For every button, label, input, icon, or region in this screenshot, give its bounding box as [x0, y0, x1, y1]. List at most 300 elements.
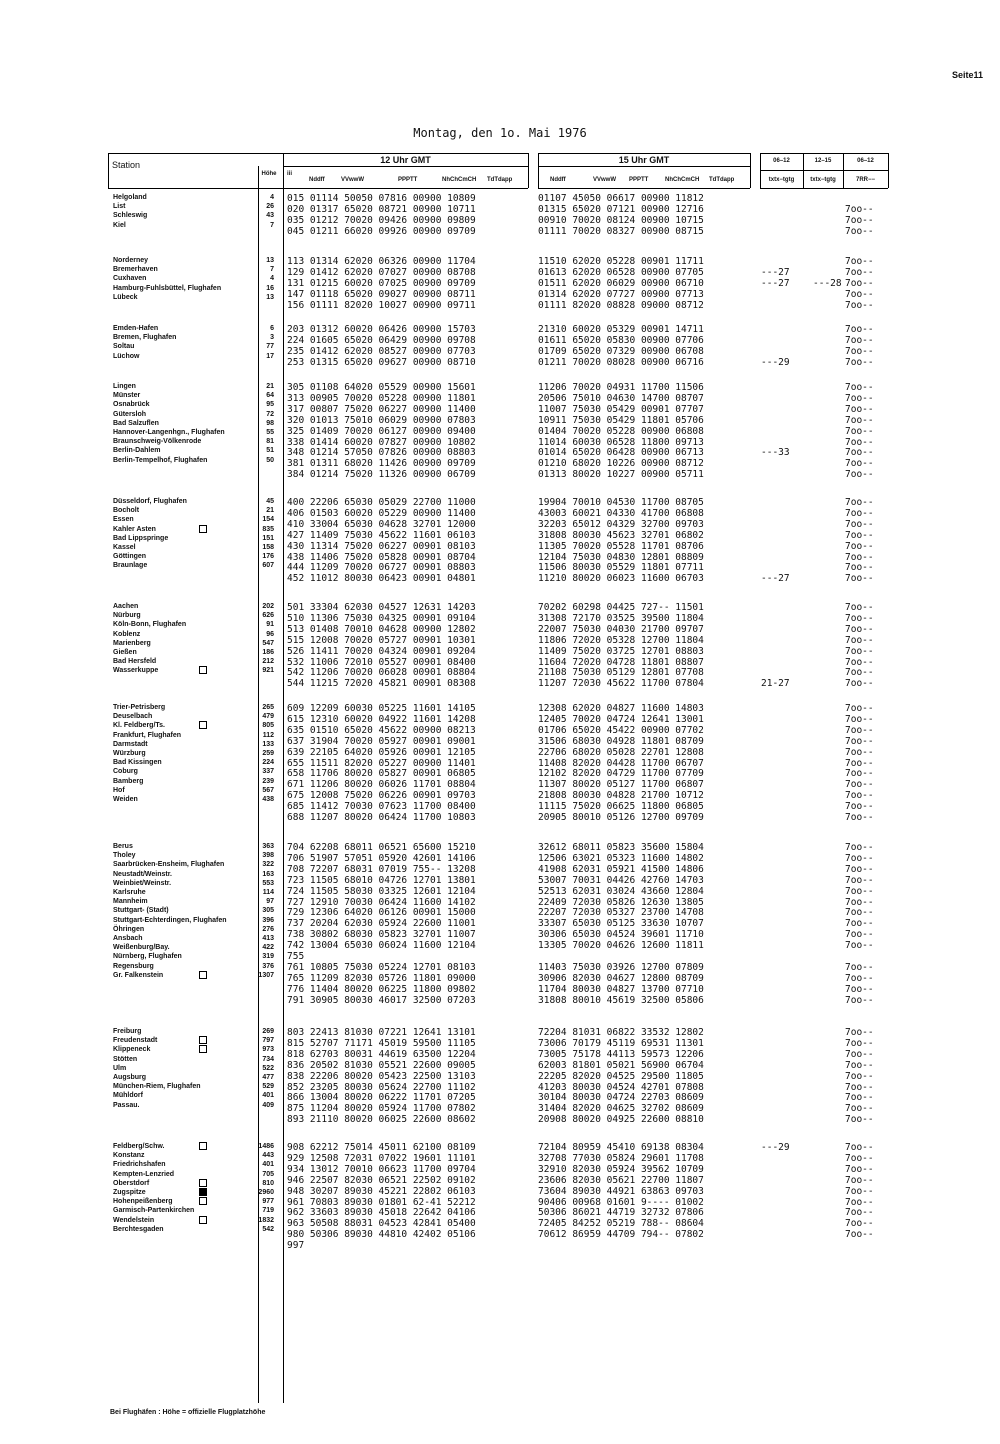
station-name-text: Trier-Petrisberg	[113, 704, 166, 711]
extra-rr: 7oo--	[845, 612, 874, 624]
obs-15utc: 22007 75030 04030 21700 09707	[538, 623, 704, 635]
obs-15utc: 01014 65020 06428 00900 06713	[538, 447, 704, 459]
station-name	[113, 925, 144, 934]
station-name-text: Karlsruhe	[113, 889, 146, 896]
obs-12utc: 724 11505 58030 03325 12601 12104	[287, 885, 476, 897]
station-name-text: Konstanz	[113, 1152, 145, 1160]
station-name-text: Berlin-Dahlem	[113, 447, 161, 455]
obs-15utc: 31808 80010 45619 32500 05806	[538, 994, 704, 1006]
extra-rr: 7oo--	[845, 288, 874, 300]
obs-12utc: 406 01503 60020 05229 00900 11400	[287, 507, 476, 519]
obs-15utc: 90406 00968 01601 9---- 01002	[538, 1196, 704, 1208]
station-name	[113, 437, 201, 446]
open-square-icon	[199, 1179, 207, 1187]
station-name	[113, 1151, 145, 1160]
station-name-text: Lingen	[113, 383, 136, 390]
station-name	[113, 767, 138, 776]
station-name-text: Essen	[113, 516, 134, 524]
station-name	[113, 293, 138, 302]
extra-rr: 7oo--	[845, 382, 874, 393]
obs-12utc: 501 33304 62030 04527 12631 14203	[287, 602, 476, 613]
obs-12utc: 444 11209 70020 06727 00901 08803	[287, 562, 476, 574]
extra-rr: 7oo--	[845, 1092, 874, 1104]
station-hoehe: 921	[262, 667, 274, 675]
obs-12utc: 384 01214 75020 11326 00900 06709	[287, 469, 476, 481]
extra-rr: 7oo--	[845, 277, 874, 289]
station-hoehe: 322	[262, 861, 274, 869]
obs-12utc: 997	[287, 1240, 305, 1252]
header-12-c2: VVwwW	[341, 177, 365, 183]
station-name	[113, 749, 146, 758]
station-name	[113, 1036, 157, 1045]
obs-15utc: 11408 82020 04428 11700 06707	[538, 757, 704, 769]
station-name-text: Ulm	[113, 1064, 127, 1072]
obs-12utc: 675 12008 75020 06226 00901 09703	[287, 790, 476, 802]
extra-0612: ---27	[761, 277, 790, 289]
station-hoehe: 626	[262, 612, 274, 620]
station-name-text: Bocholt	[113, 507, 140, 515]
obs-12utc: 908 62212 75014 45011 62100 08109	[287, 1142, 476, 1153]
station-hoehe: 4	[270, 275, 274, 283]
station-name	[113, 952, 182, 961]
station-name	[113, 777, 143, 786]
obs-12utc: 671 11206 80020 06026 11701 08804	[287, 779, 476, 791]
extra-0612: ---27	[761, 266, 790, 278]
obs-12utc: 688 11207 80020 06424 11700 10803	[287, 812, 476, 823]
extra-rr: 7oo--	[845, 562, 874, 574]
station-name	[113, 1170, 174, 1179]
obs-15utc: 22409 72030 05826 12630 13805	[538, 896, 704, 908]
station-name-text: Hohenpeißenberg	[113, 1198, 173, 1206]
open-square-icon	[199, 1036, 207, 1044]
station-name-text: Berlin-Tempelhof, Flughafen	[113, 456, 208, 464]
extra-rr: 7oo--	[845, 983, 874, 995]
station-name-text: Bad Kissingen	[113, 759, 162, 767]
station-hoehe: 363	[262, 843, 274, 850]
obs-15utc: 12102 82020 04729 11700 07709	[538, 768, 704, 780]
extra-rr: 7oo--	[845, 436, 874, 448]
obs-12utc: 203 01312 60020 06426 00900 15703	[287, 324, 476, 335]
station-name	[113, 333, 176, 342]
extra-rr: 7oo--	[845, 994, 874, 1006]
header-hoehe: Höhe	[261, 171, 277, 177]
obs-12utc: 727 12910 70030 06424 11600 14102	[287, 896, 476, 908]
station-name	[113, 552, 146, 561]
station-hoehe: 835	[262, 525, 274, 533]
extra-rr: 7oo--	[845, 735, 874, 747]
obs-15utc: 30906 82030 04627 12800 08709	[538, 972, 704, 984]
station-name	[113, 731, 181, 740]
extra-rr: 7oo--	[845, 972, 874, 984]
obs-12utc: 438 11406 75020 05828 00901 08704	[287, 551, 476, 563]
station-hoehe: 396	[262, 916, 274, 924]
station-name	[113, 602, 138, 611]
station-name-text: Lüchow	[113, 352, 140, 360]
station-hoehe: 805	[262, 722, 274, 730]
station-hoehe: 607	[262, 562, 274, 570]
header-15-c3: PPPTT	[629, 177, 649, 183]
station-name	[113, 1216, 154, 1225]
extra-rr: 7oo--	[845, 678, 874, 690]
obs-15utc: 70612 86959 44709 794-- 07802	[538, 1229, 704, 1241]
obs-12utc: 765 11209 82030 05726 11801 09000	[287, 972, 476, 984]
station-hoehe: 72	[266, 410, 274, 418]
station-name-text: Emden-Hafen	[113, 325, 159, 332]
station-hoehe: 151	[262, 534, 274, 542]
station-hoehe: 26	[266, 203, 274, 211]
obs-15utc: 11409 75020 03725 12701 08803	[538, 645, 704, 657]
station-name	[113, 1179, 149, 1188]
station-hoehe: 186	[262, 649, 274, 656]
obs-12utc: 637 31904 70020 05927 00901 09001	[287, 735, 476, 747]
header-15-c4: NhChCmCH	[665, 177, 700, 183]
station-hoehe: 553	[262, 879, 274, 887]
header-divider-station	[258, 166, 259, 188]
station-name-text: Bremerhaven	[113, 266, 158, 274]
station-name-text: Kl. Feldberg/Ts.	[113, 722, 165, 730]
extra-rr: 7oo--	[845, 1229, 874, 1241]
obs-15utc: 12104 75030 04830 12801 08809	[538, 551, 704, 563]
extra-rr: 7oo--	[845, 540, 874, 552]
station-hoehe: 479	[262, 713, 274, 721]
station-hoehe: 401	[262, 1161, 274, 1169]
extra-rr: 7oo--	[845, 299, 874, 311]
obs-15utc: 11506 80030 05529 11801 07711	[538, 562, 704, 574]
station-name-text: München-Riem, Flughafen	[113, 1083, 201, 1091]
header-mid-rule-15	[538, 166, 750, 167]
obs-15utc: 10911 75030 05429 11801 05706	[538, 414, 704, 426]
obs-12utc: 639 22105 64020 05926 00901 12105	[287, 746, 476, 758]
obs-12utc: 658 11706 80020 05827 00901 06805	[287, 768, 476, 780]
station-name-text: Mühldorf	[113, 1092, 143, 1100]
station-name	[113, 916, 227, 925]
extra-rr: 7oo--	[845, 768, 874, 780]
station-name-text: Oberstdorf	[113, 1179, 150, 1187]
extra-rr: 7oo--	[845, 790, 874, 802]
station-name	[113, 543, 136, 552]
extra-rr: 7oo--	[845, 801, 874, 813]
station-hoehe: 443	[262, 1152, 274, 1160]
obs-12utc: 980 50306 89030 44810 42402 05106	[287, 1229, 476, 1241]
obs-15utc: 73006 70179 45119 69531 11301	[538, 1037, 704, 1049]
obs-12utc: 761 10805 75030 05224 12701 08103	[287, 961, 476, 973]
extra-rr: 7oo--	[845, 885, 874, 897]
station-hoehe: 21	[266, 383, 274, 390]
station-hoehe: 3	[270, 334, 274, 342]
station-hoehe: 163	[262, 870, 274, 878]
station-name-text: Bad Lippspringe	[113, 534, 169, 542]
obs-12utc: 729 12306 64020 06126 00901 15000	[287, 907, 476, 919]
station-name	[113, 391, 140, 400]
station-hoehe: 567	[262, 786, 274, 794]
station-name	[113, 1197, 173, 1206]
extra-rr: 7oo--	[845, 356, 874, 368]
station-name-text: Cuxhaven	[113, 275, 147, 283]
obs-12utc: 348 01214 57050 07826 00900 08803	[287, 447, 476, 459]
extra-rr: 7oo--	[845, 551, 874, 563]
station-hoehe: 7	[270, 221, 274, 229]
obs-12utc: 224 01605 65020 06429 00900 09708	[287, 334, 476, 346]
extra-rr: 7oo--	[845, 324, 874, 335]
station-hoehe: 6	[270, 325, 274, 332]
obs-12utc: 742 13004 65030 06024 11600 12104	[287, 940, 476, 952]
station-hoehe: 529	[262, 1083, 274, 1091]
station-name-text: Augsburg	[113, 1074, 147, 1081]
obs-15utc: 72405 84252 05219 788-- 08604	[538, 1218, 704, 1230]
obs-15utc: 41908 62031 05921 41500 14806	[538, 863, 704, 875]
station-hoehe: 522	[262, 1064, 274, 1072]
obs-12utc: 866 13004 80020 06222 11701 07205	[287, 1092, 476, 1104]
station-name-text: Stuttgart-Echterdingen, Flughafen	[113, 916, 227, 924]
obs-12utc: 706 51907 57051 05920 42601 14106	[287, 852, 476, 864]
obs-15utc: 01211 70020 08028 00900 06716	[538, 356, 704, 368]
station-name	[113, 971, 163, 980]
extra-rr: 7oo--	[845, 392, 874, 404]
date-title: Montag, den 1o. Mai 1976	[413, 126, 587, 140]
station-name-text: Weiden	[113, 796, 138, 803]
station-name	[113, 943, 170, 952]
header-period-0612b: 06–12	[857, 158, 874, 164]
station-hoehe: 977	[262, 1198, 274, 1206]
station-hoehe: 95	[266, 401, 274, 409]
obs-15utc: 31308 72170 03525 39500 11804	[538, 612, 704, 624]
station-hoehe: 401	[262, 1092, 274, 1100]
station-name	[113, 721, 165, 730]
station-hoehe: 269	[262, 1028, 274, 1035]
header-12-c4: NhChCmCH	[442, 177, 477, 183]
station-hoehe: 50	[266, 456, 274, 464]
station-name	[113, 648, 137, 657]
station-name-text: Bad Hersfeld	[113, 658, 157, 666]
extra-rr: 7oo--	[845, 1037, 874, 1049]
obs-12utc: 685 11412 70030 07623 11700 08400	[287, 801, 476, 813]
station-hoehe: 114	[262, 889, 274, 896]
obs-12utc: 852 23205 80030 05624 22700 11102	[287, 1081, 476, 1093]
obs-15utc: 72204 81031 06822 33532 12802	[538, 1027, 704, 1038]
obs-12utc: 235 01412 62020 08527 00900 07703	[287, 345, 476, 357]
obs-12utc: 836 20502 81030 05521 22600 09005	[287, 1059, 476, 1071]
extra-rr: 7oo--	[845, 203, 874, 215]
station-hoehe: 97	[266, 898, 274, 906]
header-mid-rule-12	[283, 166, 528, 167]
extra-rr: 7oo--	[845, 497, 874, 508]
page-label: Seite11	[952, 70, 984, 80]
station-name-text: Friedrichshafen	[113, 1161, 166, 1169]
station-hoehe: 43	[266, 212, 274, 220]
obs-12utc: 542 11206 70020 06028 00901 08804	[287, 667, 476, 679]
obs-15utc: 30306 65030 04524 39601 11710	[538, 929, 704, 941]
obs-15utc: 32910 82030 05924 39562 10709	[538, 1163, 704, 1175]
station-name	[113, 324, 158, 333]
extra-rr: 7oo--	[845, 1218, 874, 1230]
station-hoehe: 13	[266, 257, 274, 264]
obs-15utc: 21310 60020 05329 00901 14711	[538, 324, 704, 335]
obs-15utc: 12506 63021 05323 11600 14802	[538, 852, 704, 864]
extra-rr: 7oo--	[845, 602, 874, 613]
extra-rr: 7oo--	[845, 1081, 874, 1093]
station-name-text: Gütersloh	[113, 410, 147, 418]
obs-15utc: 01107 45050 06617 00900 11812	[538, 193, 704, 204]
extra-rr: 7oo--	[845, 1174, 874, 1186]
station-name	[113, 265, 158, 274]
obs-12utc: 113 01314 62020 06326 00900 11704	[287, 256, 476, 267]
station-name	[113, 870, 172, 879]
obs-15utc: 11115 75020 06625 11800 06805	[538, 801, 704, 813]
extra-rr: 7oo--	[845, 425, 874, 437]
station-name-text: Tholey	[113, 852, 136, 860]
obs-12utc: 526 11411 70020 04324 00901 09204	[287, 645, 476, 657]
station-hoehe: 319	[262, 953, 274, 961]
station-name	[113, 611, 141, 620]
header-bottom-rule-right	[538, 188, 750, 189]
station-hoehe: 91	[266, 621, 274, 629]
extra-rr: 7oo--	[845, 645, 874, 657]
extra-rr: 7oo--	[845, 907, 874, 919]
station-name-text: Koblenz	[113, 630, 141, 638]
obs-12utc: 410 33004 65030 04628 32701 12000	[287, 518, 476, 530]
obs-15utc: 20506 75010 04630 14700 08707	[538, 392, 704, 404]
station-hoehe: 224	[262, 759, 274, 767]
extra-rr: 7oo--	[845, 1207, 874, 1219]
extra-rr: 7oo--	[845, 852, 874, 864]
station-name-text: Bad Salzuflen	[113, 419, 159, 427]
extra-rr: 7oo--	[845, 656, 874, 668]
station-name-text: Mannheim	[113, 898, 148, 906]
station-name	[113, 860, 224, 869]
obs-15utc: 21108 75030 05129 12801 07708	[538, 667, 704, 679]
station-name-text: Neustadt/Weinstr.	[113, 870, 172, 878]
station-name-text: Münster	[113, 392, 141, 400]
obs-12utc: 532 11006 72010 05527 00901 08400	[287, 656, 476, 668]
station-name-text: Berchtesgaden	[113, 1225, 164, 1233]
station-hoehe: 797	[262, 1037, 274, 1045]
station-name-text: Regensburg	[113, 962, 154, 970]
station-name-text: Berus	[113, 843, 133, 850]
obs-15utc: 31808 80030 45623 32701 06802	[538, 529, 704, 541]
extra-rr: 7oo--	[845, 1196, 874, 1208]
station-hoehe: 112	[262, 731, 274, 739]
obs-15utc: 19904 70010 04530 11700 08705	[538, 497, 704, 508]
station-name	[113, 1160, 166, 1169]
header-period-0612: 06–12	[773, 158, 790, 164]
station-name-text: Öhringen	[113, 925, 145, 933]
obs-15utc: 00910 70020 08124 00900 10715	[538, 214, 704, 226]
extra-rr: 7oo--	[845, 345, 874, 357]
extra-rr: 7oo--	[845, 842, 874, 853]
station-name	[113, 506, 139, 515]
station-hoehe: 810	[262, 1179, 274, 1187]
header-15-c1: Nddff	[550, 177, 566, 183]
obs-12utc: 253 01315 65020 09627 00900 08710	[287, 356, 476, 368]
station-hoehe: 45	[266, 498, 274, 505]
obs-15utc: 11510 62020 05228 00901 11711	[538, 256, 704, 267]
extra-rr: 7oo--	[845, 469, 874, 481]
obs-15utc: 33307 65030 05125 33630 10707	[538, 918, 704, 930]
station-name	[113, 620, 186, 629]
obs-12utc: 755	[287, 951, 305, 962]
extra-rr: 7oo--	[845, 757, 874, 769]
station-name-text: Wasserkuppe	[113, 667, 159, 675]
extra-rr: 7oo--	[845, 225, 874, 237]
station-name-text: Aachen	[113, 603, 139, 610]
obs-15utc: 22706 68020 05028 22701 12808	[538, 746, 704, 758]
station-hoehe: 158	[262, 544, 274, 551]
station-name-text: Bamberg	[113, 777, 144, 785]
extra-1215: ---28	[813, 277, 842, 289]
extra-0612: ---29	[761, 1142, 790, 1153]
station-name	[113, 1027, 141, 1036]
obs-15utc: 21808 80030 04828 21700 10712	[538, 790, 704, 802]
station-name	[113, 1064, 126, 1073]
extra-rr: 7oo--	[845, 634, 874, 646]
station-name	[113, 534, 168, 543]
station-name-text: Göttingen	[113, 553, 147, 561]
obs-15utc: 13305 70020 04626 12600 11811	[538, 940, 704, 952]
station-name	[113, 1091, 143, 1100]
column-divider-main	[283, 153, 284, 1403]
header-divider-x4	[888, 153, 889, 188]
station-name	[113, 851, 136, 860]
obs-12utc: 893 21110 80020 06025 22600 08602	[287, 1114, 476, 1126]
station-hoehe: 337	[262, 768, 274, 776]
obs-12utc: 510 11306 75030 04325 00901 09104	[287, 612, 476, 624]
extra-rr: 7oo--	[845, 256, 874, 267]
extra-rr: 7oo--	[845, 1070, 874, 1082]
obs-12utc: 544 11215 72020 45821 00901 08308	[287, 678, 476, 690]
open-square-icon	[199, 1197, 207, 1205]
obs-12utc: 325 01409 70020 06127 00900 09400	[287, 425, 476, 437]
header-mid-rule-extra	[760, 170, 888, 171]
station-hoehe: 77	[266, 343, 274, 351]
station-name-text: Hannover-Langenhgn., Flughafen	[113, 429, 225, 436]
obs-12utc: 313 00905 70020 05228 00900 11801	[287, 392, 476, 404]
extra-rr: 7oo--	[845, 746, 874, 758]
station-name-text: Feldberg/Schw.	[113, 1143, 165, 1150]
header-divider-15b	[750, 153, 751, 188]
extra-0612: ---29	[761, 356, 790, 368]
obs-12utc: 791 30905 80030 46017 32500 07203	[287, 994, 476, 1006]
obs-12utc: 815 52707 71171 45019 59500 11105	[287, 1037, 476, 1049]
extra-rr: 7oo--	[845, 929, 874, 941]
station-name	[113, 657, 156, 666]
station-hoehe: 276	[262, 925, 274, 933]
obs-15utc: 72104 80959 45410 69138 08304	[538, 1142, 704, 1153]
station-hoehe: 705	[262, 1170, 274, 1178]
station-name	[113, 515, 134, 524]
station-hoehe: 376	[262, 962, 274, 970]
station-name-text: Braunlage	[113, 562, 148, 570]
station-name-text: Nürnberg, Flughafen	[113, 953, 182, 961]
extra-rr: 7oo--	[845, 518, 874, 530]
extra-rr: 7oo--	[845, 713, 874, 725]
station-name-text: Stötten	[113, 1055, 138, 1063]
filled-square-icon	[199, 1188, 207, 1196]
station-hoehe: 7	[270, 266, 274, 274]
open-square-icon	[199, 1142, 207, 1150]
station-hoehe: 81	[266, 438, 274, 446]
extra-rr: 7oo--	[845, 1048, 874, 1060]
obs-15utc: 01313 80020 10227 00900 05711	[538, 469, 704, 481]
station-name-text: Hamburg-Fuhlsbüttel, Flughafen	[113, 284, 222, 292]
obs-12utc: 338 01414 60020 07827 00900 10802	[287, 436, 476, 448]
obs-15utc: 11210 80020 06023 11600 06703	[538, 573, 704, 585]
station-hoehe: 973	[262, 1046, 274, 1054]
station-name-text: Gr. Falkenstein	[113, 971, 164, 979]
station-name-text: Weißenburg/Bay.	[113, 944, 170, 952]
station-name-text: Freudenstadt	[113, 1037, 158, 1045]
extra-rr: 7oo--	[845, 1059, 874, 1071]
obs-15utc: 50306 86021 44719 32732 07806	[538, 1207, 704, 1219]
